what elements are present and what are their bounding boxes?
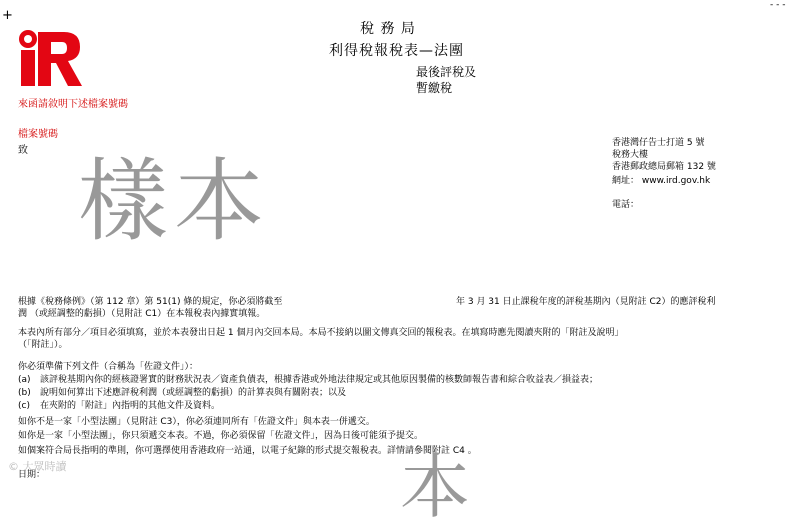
document-item-a-text: 該評稅基期內你的經核證署實的財務狀況表／資產負債表，根據香港或外地法律規定或其他原因製備的核數師報告書和綜合收益表／損益表； — [40, 375, 599, 385]
source-watermark-text: 大眾時讀 — [22, 460, 67, 473]
address-line-1: 香港灣仔告士打道 5 號 — [612, 138, 705, 148]
document-item-c-label: (c) — [18, 401, 30, 411]
ird-logo — [18, 28, 84, 90]
source-watermark — [8, 458, 67, 474]
document-item-b-label: (b) — [18, 388, 31, 398]
document-item-b-text: 說明如何算出下述應評稅利潤（或經調整的虧損）的計算表與有關附表；以及 — [40, 388, 347, 398]
paragraph-2-line-1: 本表內所有部分／項目必須填寫，並於本表發出日起 1 個月內交回本局。本局不接納以圖文傳真交回的報稅表。在填寫時應先閱讀夾附的「附註及說明」 — [18, 328, 624, 338]
phone-label: 電話： — [612, 200, 640, 210]
documents-intro: 你必須準備下列文件（合稱為「佐證文件」）： — [18, 362, 199, 372]
website-line: 網址： www.ird.gov.hk — [612, 176, 711, 186]
ird-logo-graphic — [18, 28, 84, 90]
address-line-3: 香港郵政總局郵箱 132 號 — [612, 162, 716, 172]
sample-watermark-partial: 本 — [400, 446, 470, 528]
address-line-2: 稅務大樓 — [612, 150, 649, 160]
document-item-c-text: 在夾附的「附註」內指明的其他文件及資料。 — [40, 401, 221, 411]
date-label: 日期： — [18, 470, 46, 480]
reference-note: 來函請敘明下述檔案號碼 — [18, 99, 128, 110]
paragraph-1-right: 年 3 月 31 日止課稅年度的評稅基期內（見附註 C2）的應評稅利 — [456, 297, 716, 307]
closing-line-3: 如個案符合局長指明的準則，你可選擇使用香港政府一站通，以電子紀錄的形式提交報稅表。詳情請參閱附註 C4 。 — [18, 446, 477, 456]
paragraph-2-line-2: （「附註」）。 — [18, 340, 68, 350]
header-subtitle-1: 最後評稅及 — [416, 65, 477, 79]
closing-line-1: 如你不是一家「小型法團」（見附註 C3），你必須連同所有「佐證文件」與本表一併遞交。 — [18, 417, 375, 427]
paragraph-1-line-2: 潤 （或經調整的虧損）（見附註 C1）在本報稅表內據實填報。 — [18, 309, 266, 319]
crop-mark-left: + — [2, 8, 13, 23]
addressee-label: 致 — [18, 145, 28, 156]
crop-mark-right: - - - — [770, 0, 786, 10]
document-item-a-label: (a) — [18, 375, 31, 385]
header-form-title: 利得稅報稅表—法團 — [329, 43, 464, 59]
paragraph-1-left: 根據《稅務條例》（第 112 章）第 51(1) 條的規定，你必須將截至 — [18, 297, 283, 307]
file-number-label: 檔案號碼 — [18, 129, 58, 140]
sample-watermark: 樣本 — [78, 149, 270, 254]
source-watermark-icon: © — [8, 460, 19, 473]
header-office-title: 稅 務 局 — [360, 21, 416, 37]
header-subtitle-2: 暫繳稅 — [416, 81, 453, 95]
closing-line-2: 如你是一家「小型法團」，你只須遞交本表。不過，你必須保留「佐證文件」，因為日後可能須予提交。 — [18, 431, 424, 441]
